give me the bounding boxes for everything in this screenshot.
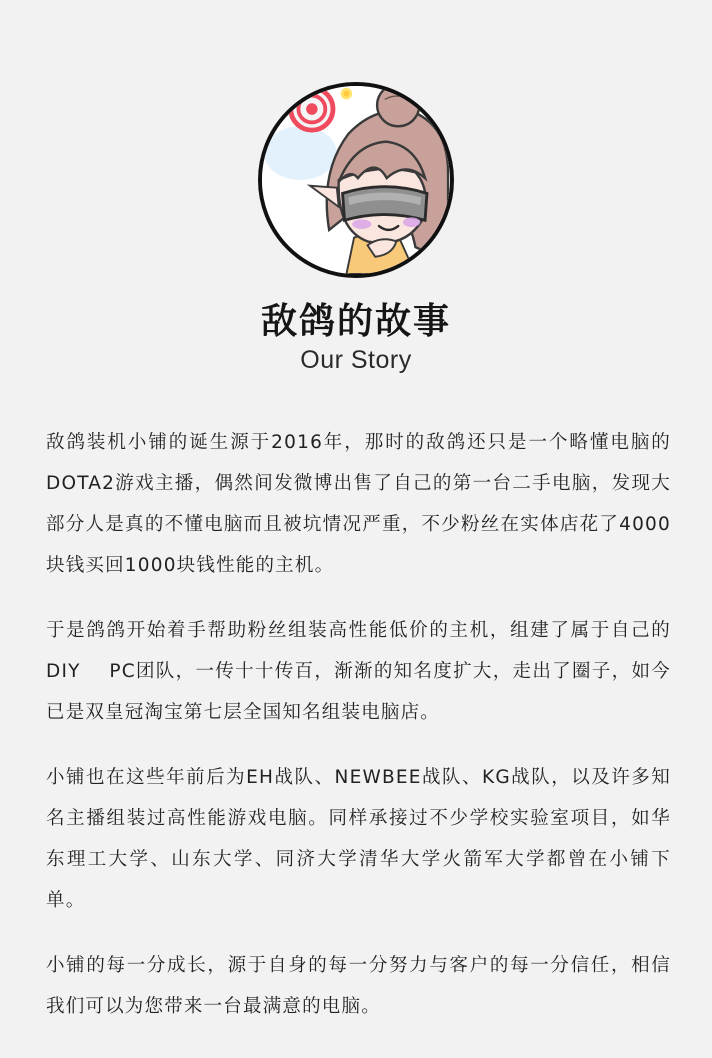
story-paragraph: 敌鸽装机小铺的诞生源于2016年，那时的敌鸽还只是一个略懂电脑的DOTA2游戏主播，偶然间发微博出售了自己的第一台二手电脑，发现大部分人是真的不懂电脑而且被坑情况严重，不少粉丝在实体店花了4000块钱买回1000块钱性能的主机。 — [46, 432, 671, 576]
story-paragraph: 于是鸽鸽开始着手帮助粉丝组装高性能低价的主机，组建了属于自己的DIY PC团队，一传十十传百，渐渐的知名度扩大，走出了圈子，如今已是双皇冠淘宝第七层全国知名组装电脑店。 — [46, 620, 671, 723]
story-body — [46, 422, 671, 1051]
story-paragraph: 小铺的每一分成长，源于自身的每一分努力与客户的每一分信任，相信我们可以为您带来一台最满意的电脑。 — [46, 955, 671, 1017]
page-subtitle: Our Story — [300, 346, 412, 374]
story-paragraph: 小铺也在这些年前后为EH战队、NEWBEE战队、KG战队，以及许多知名主播组装过高性能游戏电脑。同样承接过不少学校实验室项目，如华东理工大学、山东大学、同济大学清华大学火箭军大学都曾在小铺下单。 — [46, 767, 671, 911]
swirl-candy-icon — [289, 86, 335, 132]
page-title: 敌鸽的故事 — [260, 301, 451, 342]
avatar — [258, 82, 454, 278]
cartoon-character-illustration — [262, 86, 450, 274]
